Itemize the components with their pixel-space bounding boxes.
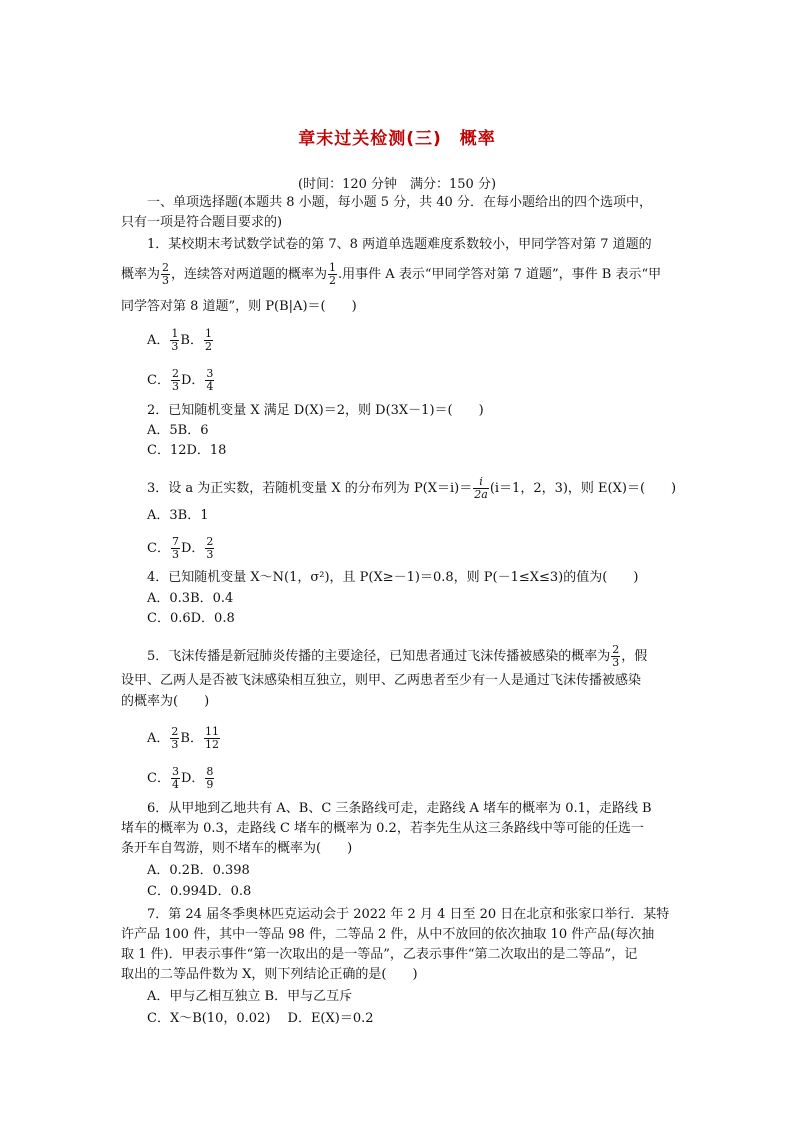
- option-a-label: A．: [147, 731, 170, 746]
- q1-line1: 1．某校期末考试数学试卷的第 7、8 两道单选题难度系数较小，甲同学答对第 7 道题的: [147, 237, 652, 252]
- option-a-fraction: [170, 726, 179, 751]
- numerator: 1: [329, 261, 337, 274]
- exam-meta: (时间：120 分钟 满分：150 分): [298, 177, 497, 192]
- option-d-label: D．: [180, 771, 205, 786]
- q1-text-a: 概率为: [121, 267, 161, 282]
- q5-options-ab: [147, 726, 221, 751]
- numerator: 3: [206, 367, 214, 380]
- q5-options-cd: [147, 766, 215, 791]
- q1-fraction-1: [161, 262, 170, 287]
- option-c-label: C．: [147, 771, 170, 786]
- q4-options-cd: C．0.6D．0.8: [147, 611, 235, 626]
- denominator: 3: [162, 274, 170, 287]
- q4-options-ab: A．0.3B．0.4: [147, 591, 234, 606]
- denominator: 9: [206, 778, 214, 791]
- denominator: 4: [171, 778, 179, 791]
- q2-options-cd: C．12D．18: [147, 443, 227, 458]
- q5-fraction: [611, 644, 620, 669]
- denominator: 3: [171, 548, 179, 561]
- denominator: 3: [171, 738, 179, 751]
- option-b-fraction: [204, 726, 220, 751]
- option-b-fraction: [204, 328, 213, 353]
- q7-options-cd: C．X～B(10，0.02) D．E(X)＝0.2: [147, 1011, 374, 1026]
- q6-options-cd: C．0.994D．0.8: [147, 884, 252, 899]
- denominator: 2a: [474, 488, 488, 501]
- numerator: 2: [612, 643, 620, 656]
- option-a-label: A．: [147, 333, 170, 348]
- q3-fraction: [473, 476, 489, 501]
- numerator: 2: [162, 261, 170, 274]
- q5-line1: [147, 644, 647, 669]
- q1-line2: [121, 262, 661, 287]
- option-d-fraction: [205, 766, 214, 791]
- option-c-fraction: [171, 536, 180, 561]
- q1-text-c: .用事件 A 表示“甲同学答对第 7 道题”，事件 B 表示“甲: [338, 267, 662, 282]
- option-c-fraction: [171, 368, 180, 393]
- q7-line2: 许产品 100 件，其中一等品 98 件，二等品 2 件，从中不放回的依次抽取 10 件产品(每次抽: [121, 927, 655, 942]
- option-b-label: B．: [180, 731, 203, 746]
- q6-options-ab: A．0.2B．0.398: [147, 863, 250, 878]
- denominator: 3: [171, 380, 179, 393]
- q1-line3: 同学答对第 8 道题”，则 P(B|A)＝( ): [121, 299, 357, 314]
- q5-line2: 设甲、乙两人是否被飞沫感染相互独立，则甲、乙两患者至少有一人是通过飞沫传播被感染: [121, 673, 642, 688]
- numerator: 3: [171, 765, 179, 778]
- q7-options-ab: A．甲与乙相互独立 B．甲与乙互斥: [147, 989, 353, 1004]
- q1-options-ab: [147, 328, 214, 353]
- option-d-label: D．: [180, 373, 205, 388]
- q2-line1: 2．已知随机变量 X 满足 D(X)＝2，则 D(3X－1)＝( ): [147, 403, 484, 418]
- denominator: 3: [206, 548, 214, 561]
- option-d-fraction: [205, 368, 214, 393]
- numerator: 1: [171, 327, 179, 340]
- q2-options-ab: A．5B．6: [147, 423, 209, 438]
- q5-text-a: 5．飞沫传播是新冠肺炎传播的主要途径，已知患者通过飞沫传播被感染的概率为: [147, 649, 611, 664]
- option-b-label: B．: [180, 333, 203, 348]
- denominator: 2: [329, 274, 337, 287]
- option-c-label: C．: [147, 541, 170, 556]
- numerator: 11: [204, 725, 219, 738]
- option-d-label: D．: [180, 541, 205, 556]
- q7-line3: 取 1 件)．甲表示事件“第一次取出的是一等品”，乙表示事件“第二次取出的是二等品”，记: [121, 947, 638, 962]
- q3-text-a: 3．设 a 为正实数，若随机变量 X 的分布列为 P(X＝i)＝: [147, 481, 473, 496]
- option-a-fraction: [170, 328, 179, 353]
- denominator: 3: [171, 340, 179, 353]
- option-d-fraction: [205, 536, 214, 561]
- q3-line1: [147, 476, 676, 501]
- q6-line2: 堵车的概率为 0.3，走路线 C 堵车的概率为 0.2，若李先生从这三条路线中等可能的任选一: [121, 821, 644, 836]
- numerator: 2: [171, 725, 179, 738]
- page-title: 章末过关检测(三) 概率: [298, 129, 496, 149]
- q3-text-b: (i＝1，2，3)，则 E(X)＝( ): [489, 481, 677, 496]
- q3-options-cd: [147, 536, 215, 561]
- denominator: 2: [204, 340, 212, 353]
- q1-options-cd: [147, 368, 215, 393]
- numerator: i: [473, 476, 489, 489]
- q7-line4: 取出的二等品件数为 X，则下列结论正确的是( ): [121, 967, 418, 982]
- denominator: 4: [206, 380, 214, 393]
- q6-line3: 条开车自驾游，则不堵车的概率为( ): [121, 841, 353, 856]
- section-heading-line1: 一、单项选择题(本题共 8 小题，每小题 5 分，共 40 分．在每小题给出的四个选项中，: [147, 195, 652, 210]
- numerator: 8: [206, 765, 214, 778]
- numerator: 1: [204, 327, 212, 340]
- option-c-label: C．: [147, 373, 170, 388]
- numerator: 2: [206, 535, 214, 548]
- denominator: 3: [612, 656, 620, 669]
- q4-line1: 4．已知随机变量 X～N(1，σ²)，且 P(X≥－1)＝0.8，则 P(－1≤X≤3)的值为( ): [147, 570, 639, 585]
- q7-line1: 7．第 24 届冬季奥林匹克运动会于 2022 年 2 月 4 日至 20 日在北京和张家口举行．某特: [147, 907, 670, 922]
- q5-text-b: ，假: [621, 649, 648, 664]
- option-c-fraction: [171, 766, 180, 791]
- numerator: 7: [171, 535, 179, 548]
- numerator: 2: [171, 367, 179, 380]
- q1-fraction-2: [328, 262, 337, 287]
- q6-line1: 6．从甲地到乙地共有 A、B、C 三条路线可走，走路线 A 堵车的概率为 0.1，走路线 B: [147, 801, 652, 816]
- denominator: 12: [204, 738, 219, 751]
- section-heading-line2: 只有一项是符合题目要求的): [121, 215, 283, 230]
- q3-options-ab: A．3B．1: [147, 508, 209, 523]
- q5-line3: 的概率为( ): [121, 694, 210, 709]
- q1-text-b: ，连续答对两道题的概率为: [171, 267, 328, 282]
